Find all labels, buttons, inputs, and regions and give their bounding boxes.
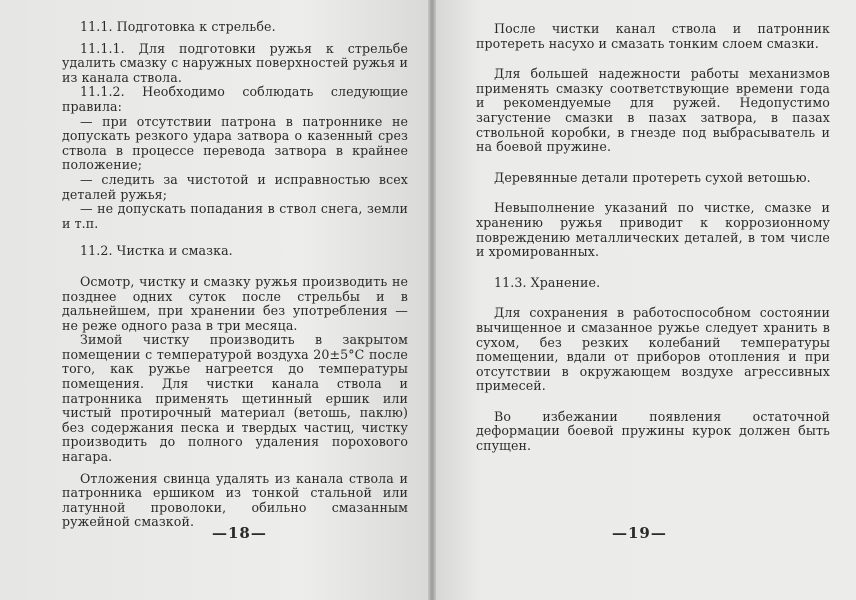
section-title-11-2: 11.2. Чистка и смазка. bbox=[80, 243, 233, 259]
section-title-11-3: 11.3. Хранение. bbox=[494, 274, 601, 290]
page-number-left: —18— bbox=[212, 524, 267, 542]
rule-item-1: — при отсутствии патрона в патроннике не допускать резкого удара затвора о казенный срез ствола в процессе перевода затвора в крайнее положение; bbox=[62, 113, 408, 173]
paragraph-11-1-2: 11.1.2. Необходимо соблюдать следующие правила: bbox=[62, 84, 408, 114]
page-right bbox=[430, 0, 856, 600]
rule-item-3: — не допускать попадания в ствол снега, земли и т.п. bbox=[62, 201, 408, 231]
paragraph-11-1-1: 11.1.1. Для подготовки ружья к стрельбе удалить смазку с наружных поверхностей ружья и из канала ствола. bbox=[62, 40, 408, 85]
paragraph-storage: Для сохранения в работоспособном состоянии вычищенное и смазанное ружье следует хранить в сухом, без резких колебаний температуры помещении, вдали от приборов отопления и при отсутствии в окружающем воздухе агрессивных примесей. bbox=[476, 305, 830, 394]
paragraph-noncompliance: Невыполнение указаний по чистке, смазке и хранению ружья приводит к коррозионному повреждению металлических деталей, в том числе и хромированных. bbox=[476, 200, 830, 260]
page-number-right: —19— bbox=[612, 524, 667, 542]
paragraph-after-cleaning: После чистки канал ствола и патронник протереть насухо и смазать тонким слоем смазки. bbox=[476, 21, 830, 51]
paragraph-inspection: Осмотр, чистку и смазку ружья производить не позднее одних суток после стрельбы и в дальнейшем, при хранении без употребления — не реже одного раза в три месяца. bbox=[62, 273, 408, 333]
book-gutter bbox=[428, 0, 436, 600]
paragraph-winter-cleaning: Зимой чистку производить в закрытом помещении с температурой воздуха 20±5°С после того, как ружье нагреется до температуры помещения. Для чистки канала ствола и патронника применять щетинный ершик или чистый протирочный материал (ветошь, паклю) без содержания песка и твердых частиц, чистку производить до полного удаления порохового нагара. bbox=[62, 332, 408, 465]
paragraph-spring: Во избежании появления остаточной деформации боевой пружины курок должен быть спущен. bbox=[476, 408, 830, 454]
rule-item-2: — следить за чистотой и исправностью всех деталей ружья; bbox=[62, 171, 408, 202]
paragraph-lead-deposits: Отложения свинца удалять из канала ствола и патронника ершиком из тонкой стальной или латунной проволоки, обильно смазанным ружейной смазкой. bbox=[62, 470, 408, 530]
section-title-11-1: 11.1. Подготовка к стрельбе. bbox=[80, 19, 276, 34]
paragraph-reliability: Для большей надежности работы механизмов применять смазку соответствующие времени года и рекомендуемые для ружей. Недопустимо загустение смазки в пазах затвора, в пазах ствольной коробки, в гнезде под выбрасыватель и на боевой пружине. bbox=[476, 66, 830, 155]
paragraph-wooden-parts: Деревянные детали протереть сухой ветошью. bbox=[494, 169, 811, 185]
